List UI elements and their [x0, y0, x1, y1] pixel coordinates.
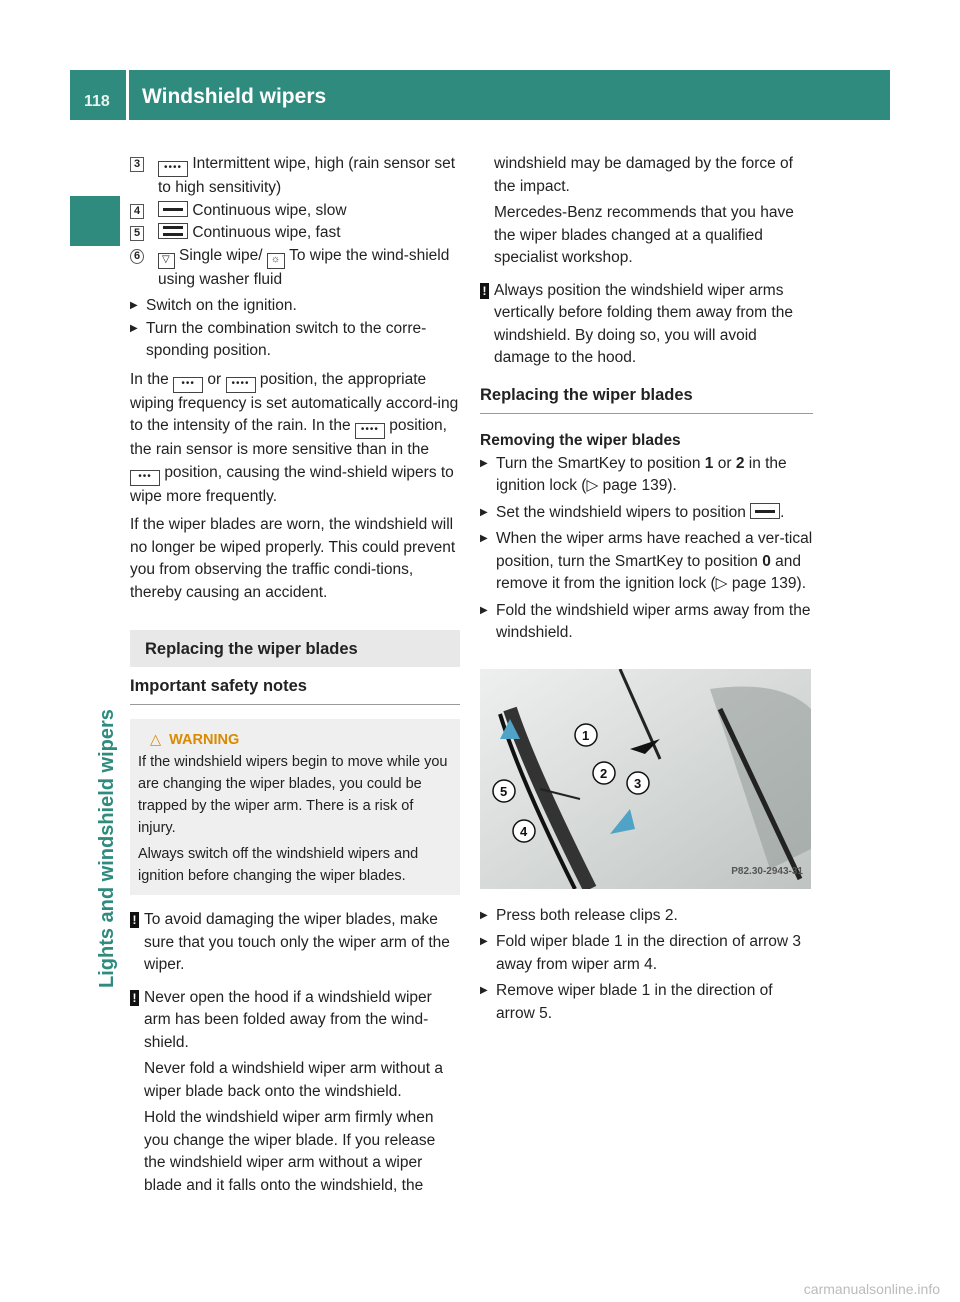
step-item: [480, 980, 813, 1025]
step-bold: 0: [762, 552, 771, 570]
position-text: Continuous wipe, slow: [192, 201, 347, 219]
figure-caption: P82.30-2943-31: [731, 866, 803, 877]
step-text: and remove it from the ignition lock (▷ page 139).: [496, 552, 807, 592]
left-column: [130, 153, 460, 1197]
warning-label: [150, 729, 452, 751]
rain-sensor-paragraph: [130, 369, 460, 509]
continuous-slow-icon: [158, 201, 188, 217]
text-fragment: position, the appropriate wiping frequency is set automatically accord-ing to the intensity of the rain. In the: [130, 370, 459, 434]
single-wipe-icon: ▽: [158, 253, 175, 269]
note-text: To avoid damaging the wiper blades, make sure that you touch only the wiper arm of the wiper.: [144, 911, 450, 973]
watermark: carmanualsonline.info: [803, 1280, 940, 1297]
step-item: [480, 528, 813, 596]
text-fragment: or: [207, 370, 222, 388]
text-fragment: In the: [130, 370, 169, 388]
note-text: Hold the windshield wiper arm firmly when you change the wiper blade. If you release the windshield wiper arm without a wiper blade and it falls onto the windshield, the: [144, 1109, 436, 1194]
exclamation-icon: !: [130, 912, 139, 928]
right-column: [480, 153, 813, 1025]
warning-label-text: WARNING: [169, 732, 240, 748]
step-text: .: [780, 503, 785, 521]
subsection-title: Removing the wiper blades: [480, 432, 681, 449]
step-callout: 2: [664, 906, 674, 924]
position-item: [130, 153, 460, 200]
wiper-blade-figure: [480, 669, 811, 889]
note-text: Never fold a windshield wiper arm without a wiper blade back onto the windshield.: [144, 1060, 443, 1100]
intermittent-high-icon: ••••: [226, 377, 256, 393]
step-item: [480, 453, 813, 498]
continuous-slow-icon: [750, 503, 780, 519]
wiper-illustration: [480, 669, 811, 889]
washer-fluid-icon: ☼: [267, 253, 285, 269]
step-item: [130, 318, 460, 363]
step-text: Fold the windshield wiper arms away from the windshield.: [496, 601, 811, 641]
step-text: Set the windshield wipers to position: [496, 503, 751, 521]
intermittent-high-icon: ••••: [158, 161, 188, 177]
position-item: [130, 222, 460, 245]
step-text: Switch on the ignition.: [146, 297, 297, 314]
step-text: in the ignition lock (▷ page 139).: [496, 454, 787, 494]
step-text: in the direction of arrow: [622, 933, 793, 950]
text-fragment: position, the rain sensor is more sensitive than in the: [130, 417, 447, 458]
intermittent-low-icon: •••: [130, 470, 160, 486]
step-callout: 1: [641, 982, 651, 999]
intermittent-high-icon: ••••: [355, 423, 385, 439]
chapter-marker: [70, 196, 120, 246]
note-text: Never open the hood if a windshield wiper arm has been folded away from the wind-shield.: [144, 988, 432, 1051]
note-item: [130, 987, 460, 1055]
step-callout: 3: [792, 933, 802, 950]
step-text: Fold wiper blade: [496, 933, 615, 950]
note-text: windshield may be damaged by the force of the impact.: [494, 155, 793, 195]
callout-label: 1: [582, 727, 590, 743]
worn-blades-paragraph: If the wiper blades are worn, the windshield will no longer be wiped properly. This could prevent you from observing the traffic condi-tions, thereby causing an accident.: [130, 516, 456, 601]
section-band: [130, 630, 460, 667]
step-text: Remove wiper blade: [496, 982, 642, 999]
position-text: To wipe the wind-shield using washer fluid: [158, 246, 450, 288]
position-number: 4: [130, 204, 144, 219]
subsection-title: Important safety notes: [130, 675, 460, 706]
step-text: .: [673, 906, 678, 924]
position-item: [130, 200, 460, 223]
step-item: [480, 600, 813, 645]
position-text: Continuous wipe, fast: [192, 224, 341, 241]
callout-label: 5: [500, 783, 508, 799]
position-item: [130, 245, 460, 292]
section-title: Replacing the wiper blades: [145, 640, 358, 658]
note-item: [130, 909, 460, 977]
step-text: When the wiper arms have reached a ver-tical position, turn the SmartKey to position: [496, 530, 813, 570]
callout-label: 2: [600, 765, 608, 781]
page-title: Windshield wipers: [142, 85, 327, 108]
step-text: .: [652, 955, 658, 973]
step-item: [130, 295, 460, 318]
warning-triangle-icon: △: [150, 732, 162, 748]
header-divider: [126, 70, 129, 120]
step-text: or: [713, 454, 736, 472]
step-text: in the direction of arrow: [496, 982, 773, 1022]
exclamation-icon: !: [480, 283, 489, 299]
position-number: 3: [130, 157, 144, 172]
step-callout: 4: [644, 955, 653, 973]
continuous-fast-icon: [158, 223, 188, 239]
step-bold: 1: [704, 454, 714, 472]
text-fragment: position, causing the wind-shield wipers to wipe more frequently.: [130, 463, 454, 505]
page-number: 118: [84, 93, 110, 110]
step-text: Turn the combination switch to the corre-sponding position.: [146, 319, 427, 359]
intermittent-low-icon: •••: [173, 377, 203, 393]
step-text: Press both release clips: [496, 906, 665, 924]
note-text: Mercedes-Benz recommends that you have the wiper blades changed at a qualified specialist workshop.: [494, 204, 794, 266]
page-header: [70, 70, 890, 120]
step-callout: 1: [614, 933, 623, 950]
section-title: Replacing the wiper blades: [480, 384, 813, 415]
warning-text: If the windshield wipers begin to move while you are changing the wiper blades, you could be trapped by the wiper arm. There is a risk of injury.: [138, 754, 448, 836]
position-text: Single wipe/: [179, 246, 263, 264]
position-text: Intermittent wipe, high (rain sensor set to high sensitivity): [158, 155, 456, 196]
step-text: .: [547, 1004, 553, 1022]
callout-label: 3: [634, 775, 642, 791]
step-callout: 5: [539, 1004, 548, 1022]
note-item: [480, 280, 813, 370]
position-number: 6: [130, 249, 144, 264]
step-text: Turn the SmartKey to position: [496, 454, 705, 472]
warning-text: Always switch off the windshield wipers and ignition before changing the wiper blades.: [138, 846, 419, 884]
callout-label: 4: [520, 823, 528, 839]
exclamation-icon: !: [130, 990, 139, 1006]
step-text: away from wiper arm: [496, 955, 645, 973]
step-item: [480, 931, 813, 976]
step-item: [480, 502, 813, 525]
chapter-title: Lights and windshield wipers: [96, 709, 118, 988]
warning-box: [130, 719, 460, 895]
note-text: Always position the windshield wiper arms vertically before folding them away from the windshield. By doing so, you will avoid damage to the hood.: [494, 281, 793, 366]
step-bold: 2: [735, 454, 745, 472]
step-item: [480, 905, 813, 928]
position-number: 5: [130, 226, 144, 241]
